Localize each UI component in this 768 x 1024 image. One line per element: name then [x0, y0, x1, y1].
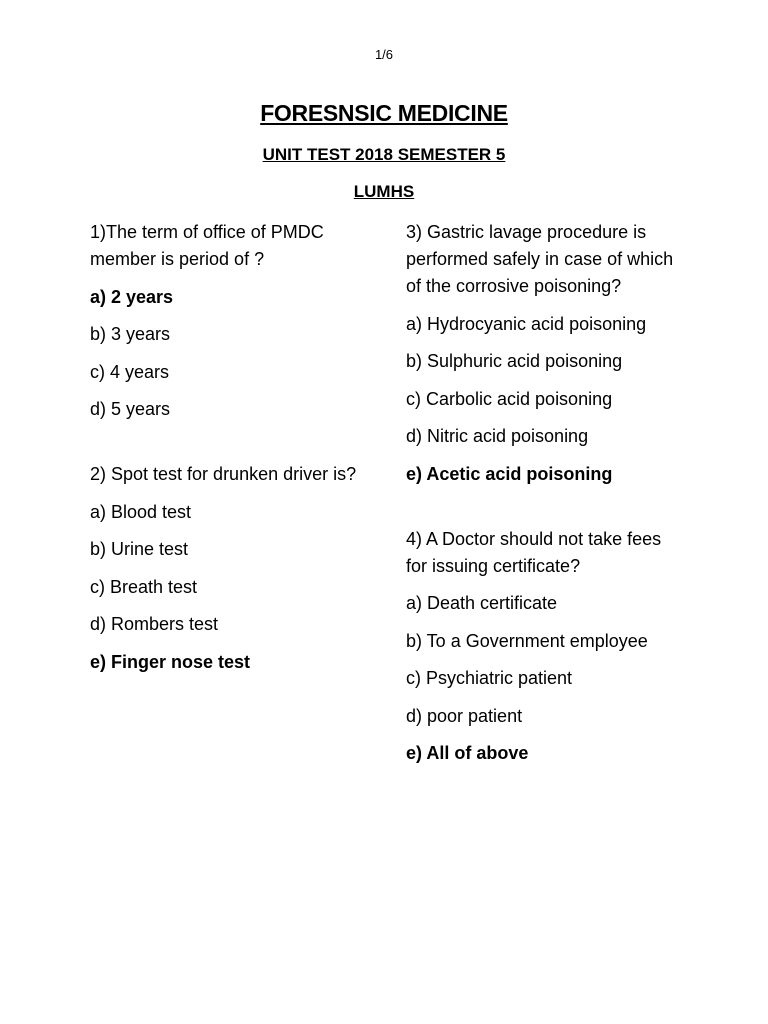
- correct-answer-option: a) 2 years: [90, 286, 174, 307]
- answer-option: d) poor patient: [406, 705, 523, 726]
- question-block: [90, 461, 360, 676]
- question-text: 3) Gastric lavage procedure is performed safely in case of which of the corrosive poisoning?: [406, 222, 674, 296]
- answer-option: d) Rombers test: [90, 614, 219, 634]
- question-text: 2) Spot test for drunken driver is?: [90, 464, 357, 484]
- answer-option: b) 3 years: [90, 324, 171, 344]
- question-block: [90, 219, 360, 423]
- answer-option: b) To a Government employee: [406, 630, 648, 651]
- institution-name: LUMHS: [353, 182, 415, 201]
- answer-option: a) Blood test: [90, 501, 192, 522]
- answer-option: c) Psychiatric patient: [406, 668, 573, 688]
- answer-option: a) Death certificate: [406, 593, 558, 613]
- answer-option: c) Breath test: [90, 576, 198, 597]
- question-text: 4) A Doctor should not take fees for issuing certificate?: [406, 528, 662, 576]
- document-subtitle: UNIT TEST 2018 SEMESTER 5: [262, 145, 506, 164]
- answer-option: a) Hydrocyanic acid poisoning: [406, 313, 647, 334]
- answer-option: d) 5 years: [90, 399, 171, 419]
- correct-answer-option: e) All of above: [406, 743, 529, 763]
- question-text: 1)The term of office of PMDC member is period of ?: [90, 222, 324, 269]
- right-column: [406, 219, 686, 767]
- answer-option: c) Carbolic acid poisoning: [406, 388, 613, 409]
- answer-option: d) Nitric acid poisoning: [406, 426, 589, 446]
- question-block: [406, 526, 686, 768]
- answer-option: c) 4 years: [90, 361, 170, 382]
- correct-answer-option: e) Acetic acid poisoning: [406, 463, 613, 484]
- left-column: [90, 219, 360, 676]
- page-number: 1/6: [374, 47, 394, 62]
- answer-option: b) Sulphuric acid poisoning: [406, 351, 623, 371]
- question-block: [406, 219, 686, 488]
- answer-option: b) Urine test: [90, 539, 189, 559]
- correct-answer-option: e) Finger nose test: [90, 651, 251, 672]
- document-title: FORESNSIC MEDICINE: [260, 100, 508, 126]
